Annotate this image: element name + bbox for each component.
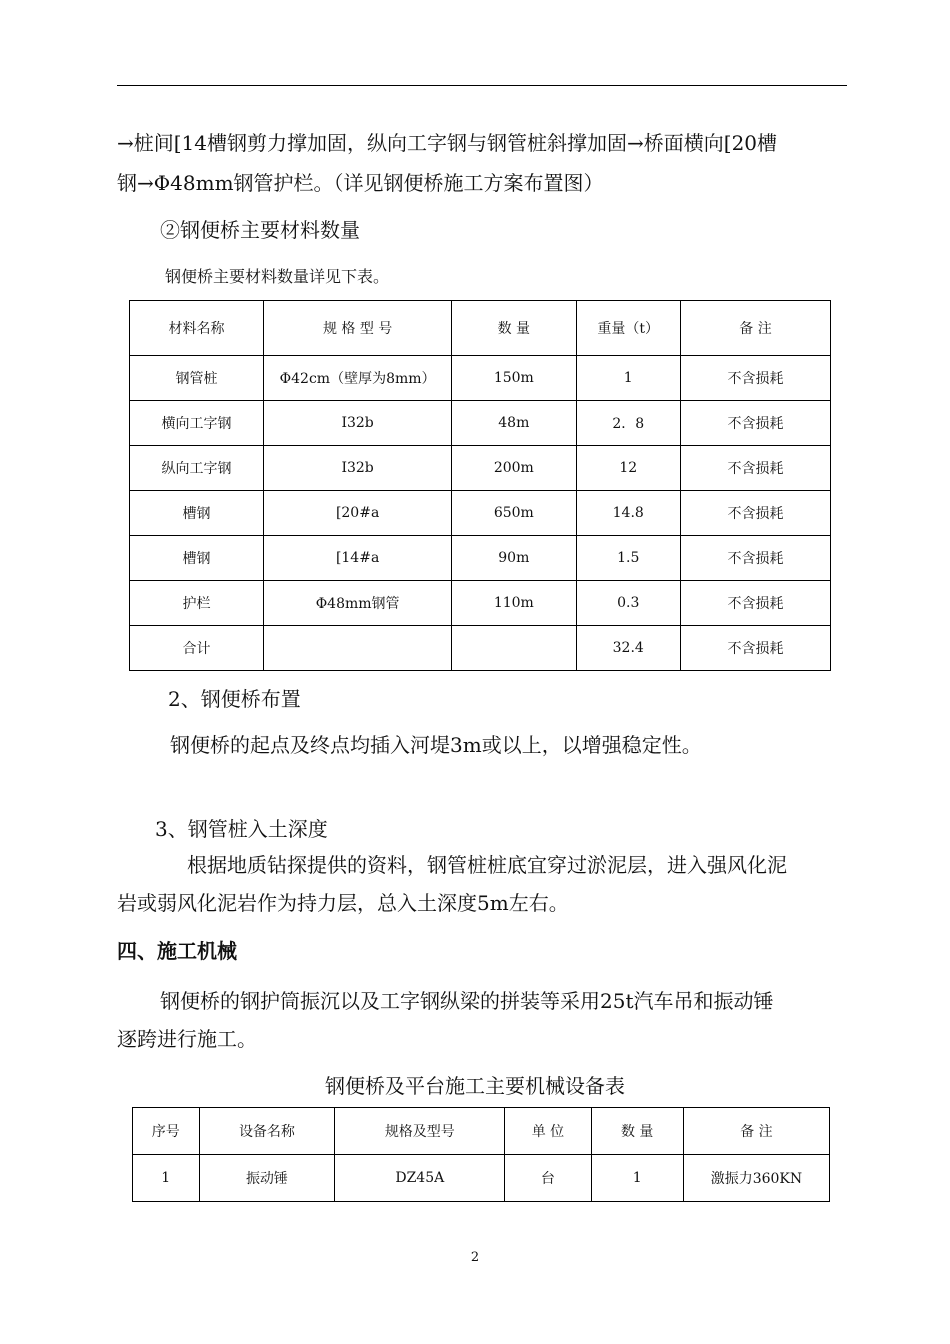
table-cell: [20#a [264, 491, 452, 536]
table-row [130, 356, 831, 401]
paragraph-line: 逐跨进行施工。 [117, 1027, 257, 1051]
paragraph-line: →桩间[14槽钢剪力撑加固，纵向工字钢与钢管桩斜撑加固→桥面横向[20槽 [117, 131, 778, 155]
section-title: 2、钢便桥布置 [168, 687, 301, 711]
table-cell: 槽钢 [130, 491, 264, 536]
table-cell: 32.4 [576, 626, 680, 671]
header-cell: 材料名称 [130, 301, 264, 356]
header-cell: 序号 [133, 1108, 200, 1155]
table-cell: 激振力360KN [683, 1155, 829, 1202]
table-cell [264, 626, 452, 671]
table-row [130, 536, 831, 581]
table-row [130, 401, 831, 446]
table-cell: 纵向工字钢 [130, 446, 264, 491]
table-cell: 振动锤 [199, 1155, 335, 1202]
paragraph-line: 钢便桥的起点及终点均插入河堤3m或以上，以增强稳定性。 [170, 733, 702, 757]
table-cell: 1 [576, 356, 680, 401]
table-cell [452, 626, 576, 671]
header-cell: 重量（t） [576, 301, 680, 356]
table-cell: 150m [452, 356, 576, 401]
paragraph-line: 钢便桥的钢护筒振沉以及工字钢纵梁的拼装等采用25t汽车吊和振动锤 [160, 989, 774, 1013]
table-header-row [133, 1108, 830, 1155]
header-cell: 规 格 型 号 [264, 301, 452, 356]
table-cell: DZ45A [335, 1155, 505, 1202]
paragraph-line: 根据地质钻探提供的资料，钢管桩桩底宜穿过淤泥层，进入强风化泥 [187, 853, 787, 877]
table-row [130, 581, 831, 626]
header-cell: 规格及型号 [335, 1108, 505, 1155]
table-cell: 合计 [130, 626, 264, 671]
table-cell: 不含损耗 [680, 401, 830, 446]
table-cell: 钢管桩 [130, 356, 264, 401]
header-cell: 备 注 [680, 301, 830, 356]
table-caption: 钢便桥及平台施工主要机械设备表 [325, 1074, 625, 1098]
table-cell: 12 [576, 446, 680, 491]
table-cell: 650m [452, 491, 576, 536]
materials-table [129, 300, 831, 671]
table-cell: 不含损耗 [680, 356, 830, 401]
table-cell: 1 [591, 1155, 683, 1202]
table-cell: 0.3 [576, 581, 680, 626]
header-rule [117, 85, 847, 86]
table-cell: Φ42cm（壁厚为8mm） [264, 356, 452, 401]
paragraph-line: 岩或弱风化泥岩作为持力层，总入土深度5m左右。 [117, 891, 569, 915]
page-number: 2 [470, 1250, 480, 1265]
table-header-row [130, 301, 831, 356]
table-cell: 2．8 [576, 401, 680, 446]
section-title: ②钢便桥主要材料数量 [160, 218, 360, 242]
table-intro: 钢便桥主要材料数量详见下表。 [165, 267, 390, 286]
table-cell: 横向工字钢 [130, 401, 264, 446]
table-cell: 不含损耗 [680, 536, 830, 581]
header-cell: 备 注 [683, 1108, 829, 1155]
table-cell: 不含损耗 [680, 626, 830, 671]
table-cell: 110m [452, 581, 576, 626]
paragraph-line: 钢→Φ48mm钢管护栏。（详见钢便桥施工方案布置图） [117, 171, 604, 195]
table-cell: 不含损耗 [680, 491, 830, 536]
table-cell: 槽钢 [130, 536, 264, 581]
table-row [130, 491, 831, 536]
table-cell: [14#a [264, 536, 452, 581]
header-cell: 设备名称 [199, 1108, 335, 1155]
table-cell: 48m [452, 401, 576, 446]
table-cell: 1 [133, 1155, 200, 1202]
header-cell: 数 量 [452, 301, 576, 356]
table-cell: 台 [505, 1155, 591, 1202]
machinery-table [132, 1107, 830, 1202]
table-cell: 200m [452, 446, 576, 491]
table-cell: 14.8 [576, 491, 680, 536]
table-cell: I32b [264, 401, 452, 446]
table-cell: I32b [264, 446, 452, 491]
section-title: 3、钢管桩入土深度 [155, 817, 328, 841]
table-cell: 不含损耗 [680, 446, 830, 491]
table-total-row [130, 626, 831, 671]
table-row [133, 1155, 830, 1202]
table-cell: 1.5 [576, 536, 680, 581]
table-cell: 90m [452, 536, 576, 581]
header-cell: 数 量 [591, 1108, 683, 1155]
table-row [130, 446, 831, 491]
header-cell: 单 位 [505, 1108, 591, 1155]
table-cell: Φ48mm钢管 [264, 581, 452, 626]
table-cell: 不含损耗 [680, 581, 830, 626]
chapter-heading: 四、施工机械 [117, 939, 237, 963]
table-cell: 护栏 [130, 581, 264, 626]
